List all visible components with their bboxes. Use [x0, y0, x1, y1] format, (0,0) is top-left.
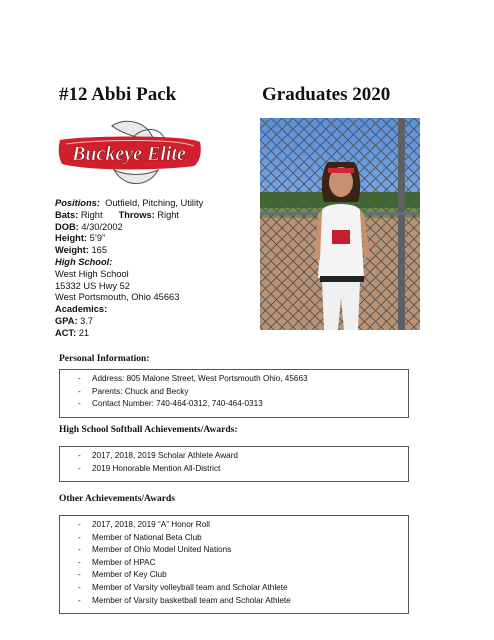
gpa-value: 3.7 [80, 315, 94, 326]
height-value: 5’9” [89, 233, 106, 244]
positions-value: Outfield, Pitching, Utility [105, 198, 204, 208]
list-item: - Member of Varsity basketball team and Scholar Athlete [78, 595, 291, 605]
logo-text: Buckeye Elite [72, 143, 186, 165]
school-city: West Portsmouth, Ohio 45663 [55, 292, 180, 303]
weight-label: Weight: [55, 245, 89, 256]
photo-graphic [260, 118, 420, 330]
positions-row [55, 198, 245, 210]
graduation-title: Graduates 2020 [262, 84, 391, 105]
gpa-label: GPA: [55, 315, 78, 326]
academics-label: Academics: [55, 304, 108, 315]
list-item: - Member of Varsity volleyball team and Scholar Athlete [78, 582, 288, 592]
height-label: Height: [55, 233, 88, 244]
school-name: West High School [55, 268, 129, 279]
list-item: - Parents: Chuck and Becky [78, 386, 189, 396]
bats-throws-row [55, 210, 245, 222]
high-school-label: High School: [55, 256, 113, 267]
other-awards-box [59, 515, 409, 614]
other-awards-heading: Other Achievements/Awards [59, 494, 176, 504]
team-logo [54, 118, 204, 190]
softball-awards-heading: High School Softball Achievements/Awards: [59, 425, 238, 435]
throws-value: Right [157, 209, 180, 220]
bats-value: Right [80, 209, 103, 220]
school-street: 15332 US Hwy 52 [55, 280, 130, 291]
profile-info [55, 198, 245, 340]
list-item: - Member of National Beta Club [78, 532, 202, 542]
act-label: ACT: [55, 327, 77, 338]
list-item: - Address: 805 Malone Street, West Portsmouth Ohio, 45663 [78, 374, 308, 383]
weight-value: 165 [91, 245, 108, 256]
act-value: 21 [78, 327, 90, 338]
list-item: - Contact Number: 740-464-0312, 740-464-0313 [78, 399, 263, 409]
player-photo [260, 118, 420, 330]
gpa-row [55, 316, 245, 328]
personal-info-heading: Personal Information: [59, 354, 150, 364]
positions-label: Positions: [55, 198, 100, 208]
list-item: - 2017, 2018, 2019 Scholar Athlete Award [78, 451, 238, 460]
throws-label: Throws: [118, 209, 155, 220]
logo-graphic [54, 118, 204, 190]
act-row [55, 328, 245, 340]
dob-value: 4/30/2002 [81, 221, 123, 232]
dob-label: DOB: [55, 221, 79, 232]
list-item: - 2019 Honorable Mention All-District [78, 463, 221, 473]
bats-label: Bats: [55, 209, 79, 220]
softball-awards-box [59, 446, 409, 482]
list-item: - Member of Key Club [78, 570, 167, 580]
dob-row [55, 222, 245, 234]
list-item: - 2017, 2018, 2019 “A” Honor Roll [78, 520, 210, 529]
player-title: #12 Abbi Pack [59, 84, 177, 105]
height-row [55, 233, 245, 245]
personal-info-box [59, 369, 409, 418]
list-item: - Member of Ohio Model United Nations [78, 545, 232, 555]
weight-row [55, 245, 245, 257]
list-item: - Member of HPAC [78, 557, 156, 567]
